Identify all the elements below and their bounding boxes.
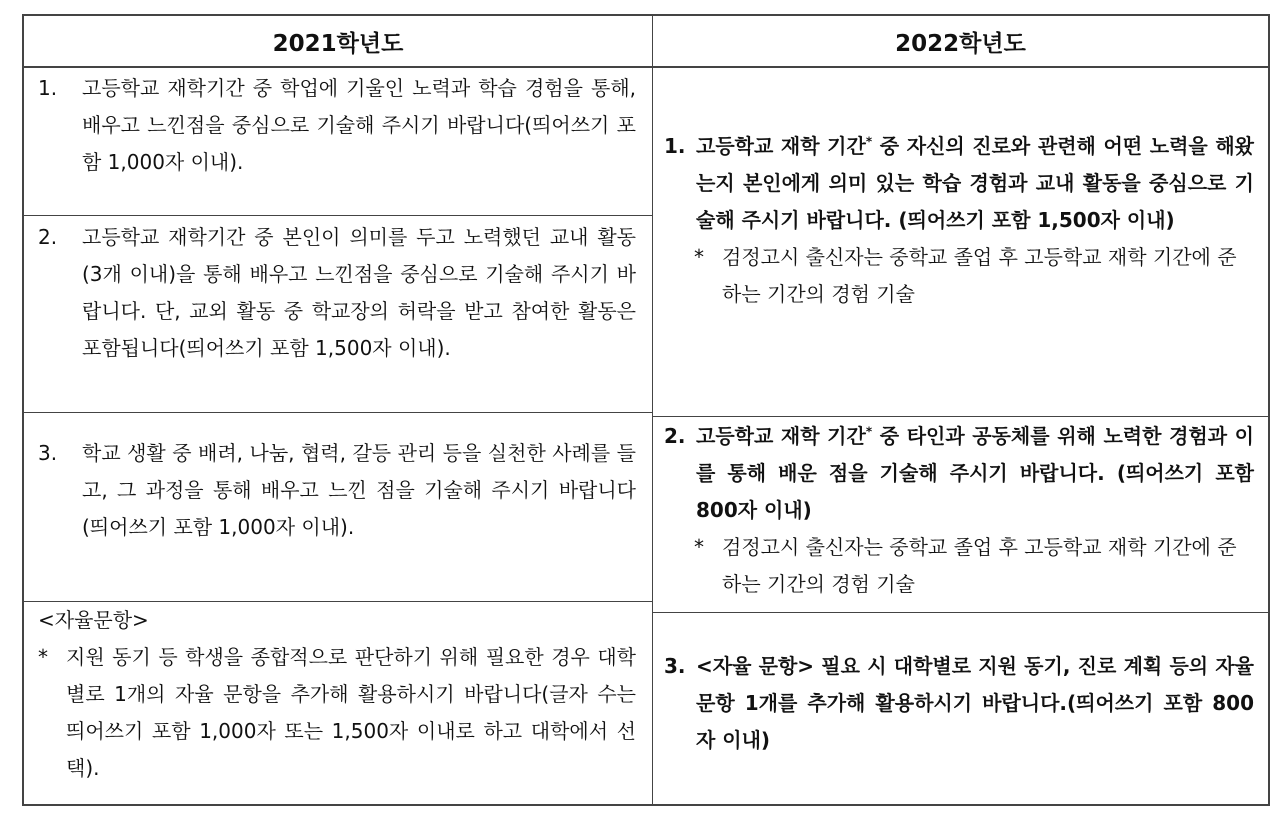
left-item-3 — [38, 435, 636, 546]
note-asterisk: * — [694, 245, 704, 269]
row-divider — [24, 412, 653, 413]
item-text-lead: 고등학교 재학 기간 — [696, 134, 866, 158]
row-divider — [653, 416, 1268, 417]
item-text: 중 타인과 공동체를 위해 노력한 경험과 이를 통해 배운 점을 기술해 주시기 바랍니다. (띄어쓰기 포함 800자 이내) — [696, 424, 1254, 522]
item-text: <자율 문항> 필요 시 대학별로 지원 동기, 진로 계획 등의 자율 문항 1개를 추가해 활용하시기 바랍니다.(띄어쓰기 포함 800자 이내) — [696, 654, 1254, 752]
note-text: 지원 동기 등 학생을 종합적으로 판단하기 위해 필요한 경우 대학별로 1개의 자율 문항을 추가해 활용하시기 바랍니다(글자 수는 띄어쓰기 포함 1,000자 또는 1,500자 이내로 하고 대학에서 선택). — [66, 645, 636, 780]
note-text: 검정고시 출신자는 중학교 졸업 후 고등학교 재학 기간에 준하는 기간의 경험 기술 — [722, 535, 1237, 596]
item-number: 1. — [664, 134, 686, 158]
column-divider — [652, 66, 653, 804]
right-item-1 — [664, 128, 1254, 313]
item-text: 학교 생활 중 배려, 나눔, 협력, 갈등 관리 등을 실천한 사례를 들고, 그 과정을 통해 배우고 느낀 점을 기술해 주시기 바랍니다(띄어쓰기 포함 1,000자 이내). — [82, 441, 636, 539]
item-number: 1. — [38, 76, 58, 100]
item-number: 2. — [38, 225, 58, 249]
right-item-3 — [664, 648, 1254, 759]
footnote-marker: * — [865, 424, 873, 439]
left-item-autonomous — [38, 602, 636, 787]
item-number: 2. — [664, 424, 686, 448]
row-divider — [653, 612, 1268, 613]
footnote-marker: * — [865, 134, 873, 149]
header-2021: 2021학년도 — [24, 16, 653, 68]
comparison-table — [22, 14, 1270, 806]
item-text: 고등학교 재학기간 중 학업에 기울인 노력과 학습 경험을 통해, 배우고 느낀점을 중심으로 기술해 주시기 바랍니다(띄어쓰기 포함 1,000자 이내). — [82, 76, 636, 174]
note-asterisk: * — [694, 535, 704, 559]
left-item-1 — [38, 70, 636, 181]
note-text: 검정고시 출신자는 중학교 졸업 후 고등학교 재학 기간에 준하는 기간의 경험 기술 — [722, 245, 1237, 306]
autonomous-title: <자율문항> — [38, 608, 149, 632]
note-asterisk: * — [38, 645, 48, 669]
right-item-2 — [664, 418, 1254, 603]
left-item-2 — [38, 219, 636, 367]
item-text: 중 자신의 진로와 관련해 어떤 노력을 해왔는지 본인에게 의미 있는 학습 경험과 교내 활동을 중심으로 기술해 주시기 바랍니다. (띄어쓰기 포함 1,500자 이내) — [696, 134, 1254, 232]
item-number: 3. — [38, 441, 58, 465]
item-text: 고등학교 재학기간 중 본인이 의미를 두고 노력했던 교내 활동(3개 이내)을 통해 배우고 느낀점을 중심으로 기술해 주시기 바랍니다. 단, 교외 활동 중 학교장의 허락을 받고 참여한 활동은 포함됩니다(띄어쓰기 포함 1,500자 이내). — [82, 225, 636, 360]
item-text-lead: 고등학교 재학 기간 — [696, 424, 866, 448]
header-2022: 2022학년도 — [653, 16, 1268, 68]
item-number: 3. — [664, 654, 686, 678]
row-divider — [24, 215, 653, 216]
